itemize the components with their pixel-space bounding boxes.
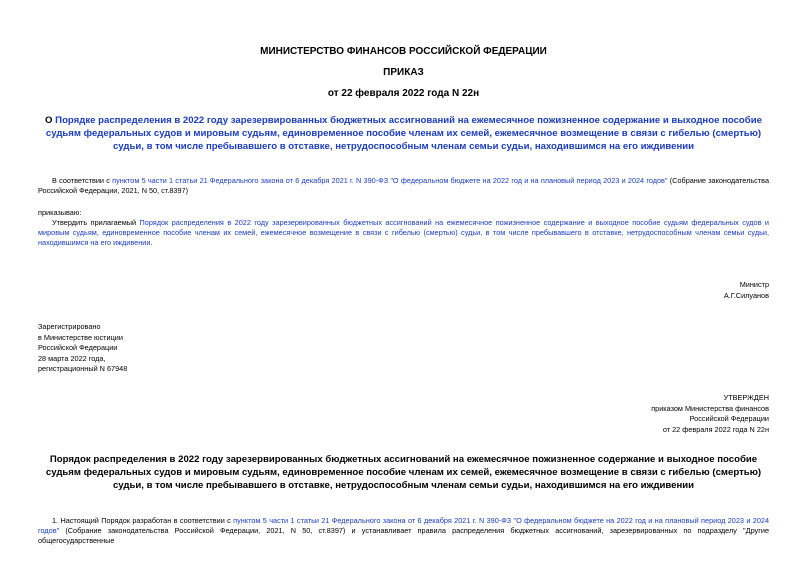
registration-line: регистрационный N 67948 <box>38 364 128 373</box>
ministry-heading: МИНИСТЕРСТВО ФИНАНСОВ РОССИЙСКОЙ ФЕДЕРАЦИИ <box>260 46 547 57</box>
approved-line: приказом Министерства финансов <box>651 403 769 413</box>
title-prefix: О <box>45 115 56 126</box>
preamble-text-2: (Собрание законодательства Российской Федерации, 2021, N 50, ст.8397) <box>38 176 769 195</box>
registration-line: Зарегистрировано <box>38 322 101 331</box>
approve-text-1: Утвердить прилагаемый <box>52 218 140 227</box>
approve-paragraph <box>38 218 769 248</box>
registration-line: 28 марта 2022 года, <box>38 353 106 363</box>
preamble-law-link[interactable]: пунктом 5 части 1 статьи 21 Федерального закона от 6 декабря 2021 г. N 390-ФЗ "О федеральном бюджете на 2022 год и на плановый период 2023 и 2024 годов" <box>112 176 668 185</box>
approved-line: Российской Федерации <box>689 414 769 423</box>
preamble-paragraph <box>38 176 769 196</box>
signature-name: А.Г.Силуанов <box>723 290 769 300</box>
approved-line: от 22 февраля 2022 года N 22н <box>662 424 769 434</box>
order-word: приказываю: <box>38 208 82 217</box>
registration-block <box>38 322 127 375</box>
document-title <box>40 114 767 153</box>
procedure-title: Порядок распределения в 2022 году зарезервированных бюджетных ассигнований на ежемесячное пожизненное содержание и выходное пособие судьям федеральных судов и мировым судьям, единовременное пособие членам их семей, ежемесячное возмещение в связи с гибелью (смертью) судьи, в том числе пребывавшего в отставке, нетрудоспособным членам семьи судьи, находившимся на его иждивении <box>45 454 762 491</box>
signature-block <box>724 280 769 301</box>
approve-procedure-link[interactable]: Порядок распределения в 2022 году зарезервированных бюджетных ассигнований на ежемесячное пожизненное содержание и выходное пособие судьям федеральных судов и мировым судьям, единовременное пособие членам их семей, ежемесячное возмещение в связи с гибелью (смертью) судьи, в том числе пребывавшего в отставке, нетрудоспособным членам семьи судьи, находившимся на его иждивении <box>38 218 769 247</box>
title-link[interactable]: Порядке распределения в 2022 году зарезервированных бюджетных ассигнований на ежемесячное пожизненное содержание и выходное пособие судьям федеральных судов и мировым судьям, единовременное пособие членам их семей, ежемесячное возмещение в связи с гибелью (смертью) судьи, в том числе пребывавшего в отставке, нетрудоспособным членам семьи судьи, находившимся на его иждивении <box>45 115 762 152</box>
document-date: от 22 февраля 2022 года N 22н <box>327 88 480 99</box>
document-type: ПРИКАЗ <box>383 67 424 78</box>
preamble-text-1: В соответствии с <box>52 176 113 185</box>
item-1-law-link[interactable]: пунктом 5 части 1 статьи 21 Федерального закона от 6 декабря 2021 г. N 390-ФЗ "О федеральном бюджете на 2022 год и на плановый период 2023 и 2024 годов" <box>38 516 770 535</box>
registration-line: в Министерстве юстиции <box>38 332 123 342</box>
item-1-text-2: (Собрание законодательства Российской Федерации, 2021, N 50, ст.8397) и устанавливает правила распределения бюджетных ассигнований, зарезервированных по подразделу "Другие общегосударственные <box>38 526 769 545</box>
approved-block <box>651 393 769 435</box>
signature-position: Министр <box>739 280 769 289</box>
registration-line: Российской Федерации <box>38 343 118 352</box>
approved-line: УТВЕРЖДЕН <box>723 393 769 402</box>
item-1-text-1: 1. Настоящий Порядок разработан в соответствии с <box>52 516 234 525</box>
item-1-paragraph <box>38 516 769 546</box>
approve-text-2: . <box>150 238 153 247</box>
